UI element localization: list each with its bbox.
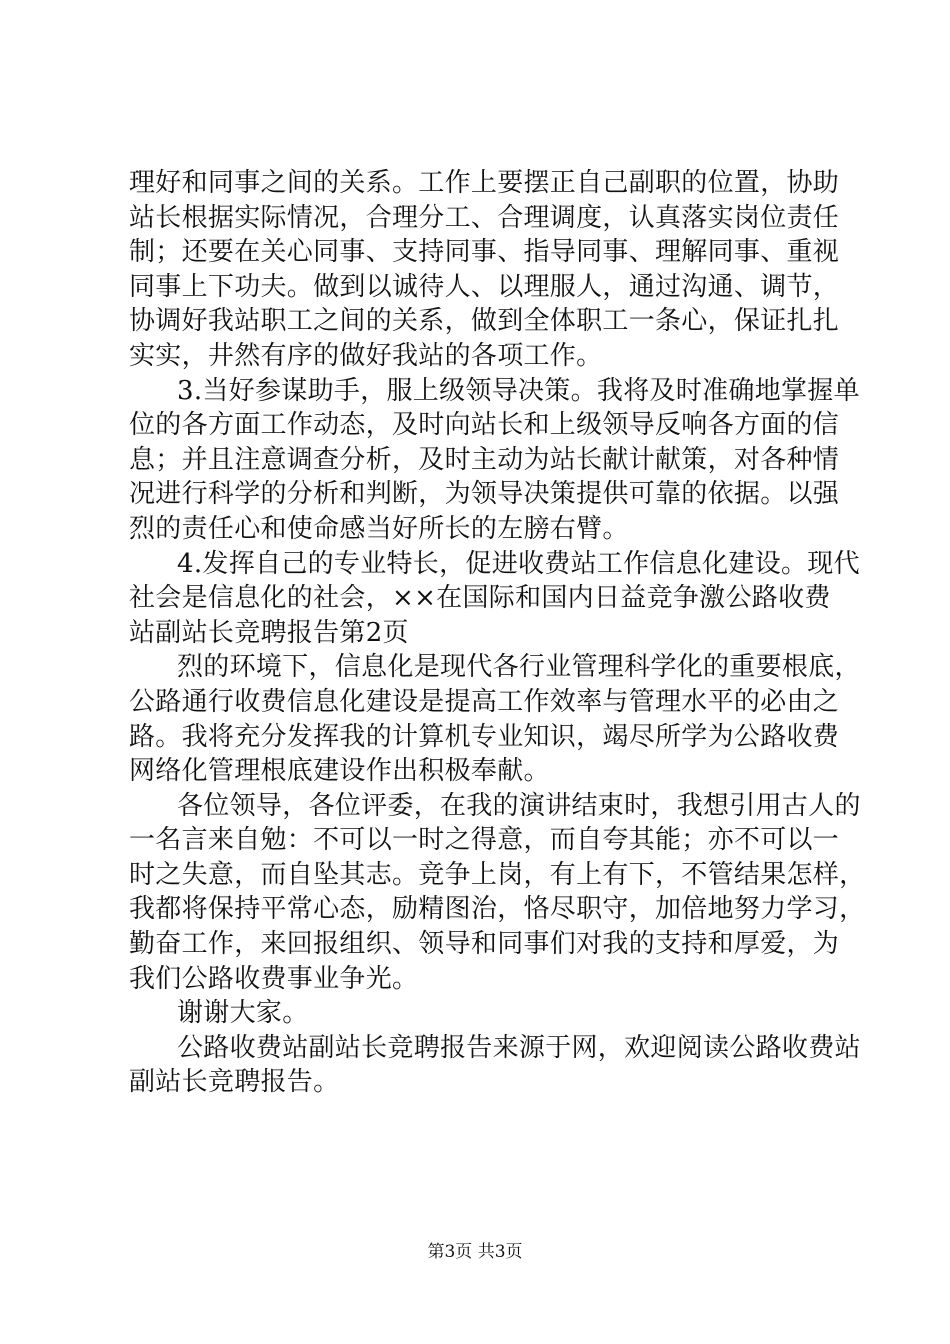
- text-line: 我们公路收费事业争光。: [129, 963, 419, 994]
- text-line: 时之失意，而自坠其志。竞争上岗，有上有下，不管结果怎样，: [129, 859, 866, 890]
- document-body: [129, 166, 866, 1100]
- text-line: 实实，井然有序的做好我站的各项工作。: [129, 340, 603, 371]
- text-line: 3.当好参谋助手，服上级领导决策。我将及时准确地掌握单: [177, 375, 860, 406]
- text-line: 息；并且注意调查分析，及时主动为站长献计献策，对各种情: [129, 444, 840, 475]
- page-number: 第3页 共3页: [427, 1242, 523, 1262]
- text-line: 4.发挥自己的专业特长，促进收费站工作信息化建设。现代: [177, 548, 860, 579]
- text-line: 我都将保持平常心态，励精图治，恪尽职守，加倍地努力学习，: [129, 894, 866, 925]
- text-line: 烈的环境下，信息化是现代各行业管理科学化的重要根底，: [177, 652, 861, 683]
- text-line: 况进行科学的分析和判断，为领导决策提供可靠的依据。以强: [129, 479, 840, 510]
- text-line: 一名言来自勉：不可以一时之得意，而自夸其能；亦不可以一: [129, 825, 840, 856]
- text-line: 谢谢大家。: [177, 998, 309, 1029]
- text-line: 站长根据实际情况，合理分工、合理调度，认真落实岗位责任: [129, 202, 840, 233]
- text-line: 社会是信息化的社会，××在国际和国内日益竞争激公路收费: [129, 583, 831, 614]
- text-line: 同事上下功夫。做到以诚待人、以理服人，通过沟通、调节，: [129, 271, 840, 302]
- text-line: 网络化管理根底建设作出积极奉献。: [129, 756, 550, 787]
- text-line: 勤奋工作，来回报组织、领导和同事们对我的支持和厚爱，为: [129, 929, 840, 960]
- text-line: 位的各方面工作动态，及时向站长和上级领导反响各方面的信: [129, 410, 840, 441]
- text-line: 理好和同事之间的关系。工作上要摆正自己副职的位置，协助: [129, 168, 840, 198]
- text-line: 制；还要在关心同事、支持同事、指导同事、理解同事、重视: [129, 237, 840, 268]
- text-line: 烈的责任心和使命感当好所长的左膀右臂。: [129, 513, 629, 544]
- text-line: 副站长竞聘报告。: [129, 1067, 340, 1098]
- text-line: 协调好我站职工之间的关系，做到全体职工一条心，保证扎扎: [129, 306, 840, 337]
- text-line: 公路通行收费信息化建设是提高工作效率与管理水平的必由之: [129, 686, 840, 717]
- text-line: 公路收费站副站长竞聘报告来源于网，欢迎阅读公路收费站: [177, 1032, 861, 1063]
- text-line: 站副站长竞聘报告第2页: [129, 617, 409, 648]
- text-line: 路。我将充分发挥我的计算机专业知识，竭尽所学为公路收费: [129, 721, 840, 752]
- text-line: 各位领导，各位评委，在我的演讲结束时，我想引用古人的: [177, 790, 861, 821]
